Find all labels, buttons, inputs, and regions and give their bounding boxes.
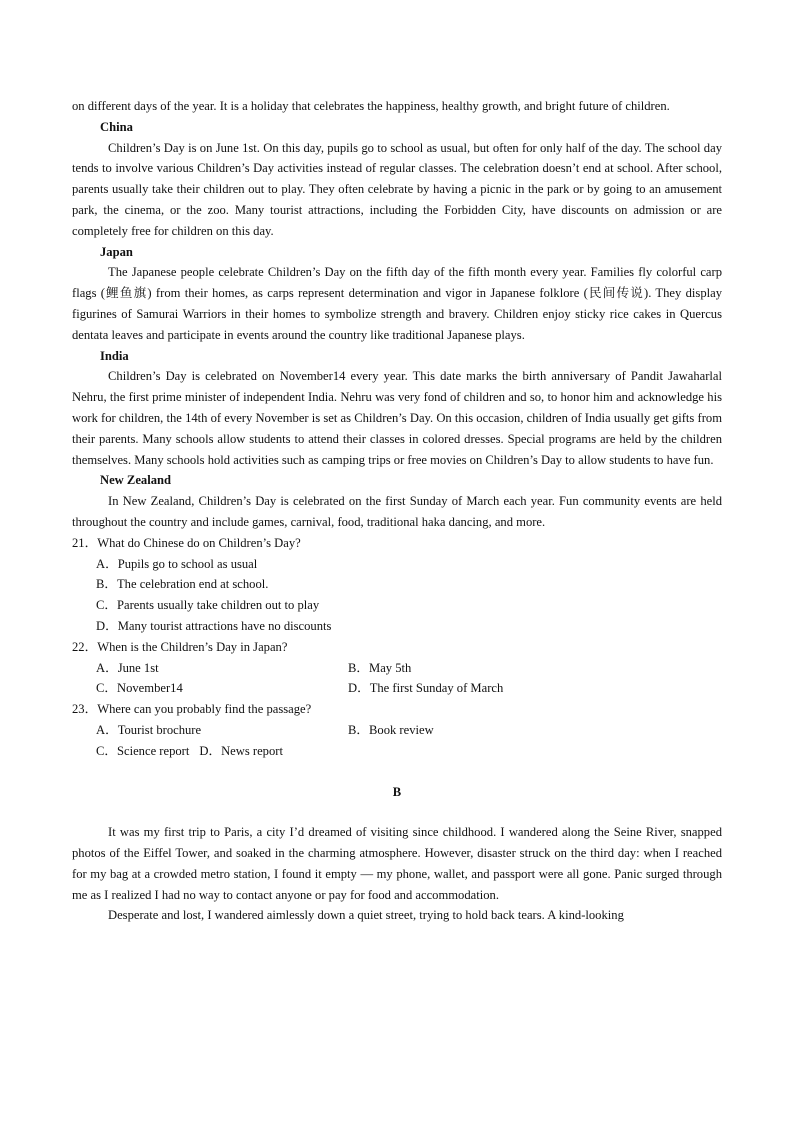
passage-b-paragraph: Desperate and lost, I wandered aimlessly down a quiet street, trying to hold back tears. A kind-looking xyxy=(108,908,624,923)
option-row xyxy=(72,678,722,699)
question-stem: 23．Where can you probably find the passage? xyxy=(72,702,312,717)
section-body-new-zealand: In New Zealand, Children’s Day is celebrated on the first Sunday of March each year. Fun community events are held throughout the country and include games, carnival, food, traditional haka dancing, and more. xyxy=(72,494,722,529)
question-option: D．News report xyxy=(199,743,283,758)
question-option: B．The celebration end at school. xyxy=(96,577,269,592)
section-heading-india: India xyxy=(100,348,129,363)
section-body-china: Children’s Day is on June 1st. On this day, pupils go to school as usual, but often for only half of the day. The school day tends to involve various Children’s Day activities instead of regular classes. The celebration doesn’t end at school. After school, parents usually take their children out to play. They often celebrate by having a picnic in the park or by going to an amusement park, the cinema, or the zoo. Many tourist attractions, including the Forbidden City, have discounts on admission or are completely free for children on this day. xyxy=(72,140,722,238)
question-option: C．Science report xyxy=(96,743,190,758)
option-row xyxy=(72,741,722,762)
question-option: A．Pupils go to school as usual xyxy=(96,556,258,571)
question-option: A．June 1st xyxy=(96,660,159,675)
content-column xyxy=(72,96,722,926)
question-option: C．November14 xyxy=(96,681,183,696)
section-heading-new-zealand: New Zealand xyxy=(100,473,172,488)
question-stem: 22．When is the Children’s Day in Japan? xyxy=(72,639,288,654)
option-row xyxy=(72,720,722,741)
passage-b-paragraph: It was my first trip to Paris, a city I’d dreamed of visiting since childhood. I wandered along the Seine River, snapped photos of the Eiffel Tower, and soaked in the charming atmosphere. However, disaster struck on the third day: when I reached for my bag at a crowded metro station, I found it empty — my phone, wallet, and passport were all gone. Panic surged through me as I realized I had no way to contact anyone or pay for food and accommodation. xyxy=(72,825,722,902)
option-row xyxy=(72,658,722,679)
passage-b-title: B xyxy=(392,784,402,799)
section-body-india: Children’s Day is celebrated on November14 every year. This date marks the birth anniversary of Pandit Jawaharlal Nehru, the first prime minister of independent India. Nehru was very fond of children and so, to honor him and acknowledge his work for children, the 14th of every November is set as Children’s Day. On this occasion, children of India usually get gifts from their parents. Many schools allow students to attend their classes in colored dresses. Special programs are held by the children themselves. Many schools hold activities such as camping trips or free movies on Children’s Day to allow students to have fun. xyxy=(72,369,722,467)
question-option: B．May 5th xyxy=(348,660,412,675)
passage-a-intro: on different days of the year. It is a holiday that celebrates the happiness, healthy growth, and bright future of children. xyxy=(72,99,670,113)
question-option: A．Tourist brochure xyxy=(96,722,202,737)
section-heading-china: China xyxy=(100,119,133,134)
question-option: D．The first Sunday of March xyxy=(348,681,504,696)
question-option: B．Book review xyxy=(348,722,434,737)
question-option: D．Many tourist attractions have no discounts xyxy=(96,618,332,633)
question-option: C．Parents usually take children out to play xyxy=(96,598,320,613)
question-stem: 21．What do Chinese do on Children’s Day? xyxy=(72,535,301,550)
section-heading-japan: Japan xyxy=(100,244,133,259)
section-body-japan: The Japanese people celebrate Children’s Day on the fifth day of the fifth month every year. Families fly colorful carp flags (鲤鱼旗) from their homes, as carps represent determination and vigor in Japanese folklore (民间传说). They display figurines of Samurai Warriors in their homes to symbolize strength and bravery. Children enjoy sticky rice cakes in Quercus dentata leaves and participate in events around the country like traditional Japanese plays. xyxy=(72,265,722,342)
